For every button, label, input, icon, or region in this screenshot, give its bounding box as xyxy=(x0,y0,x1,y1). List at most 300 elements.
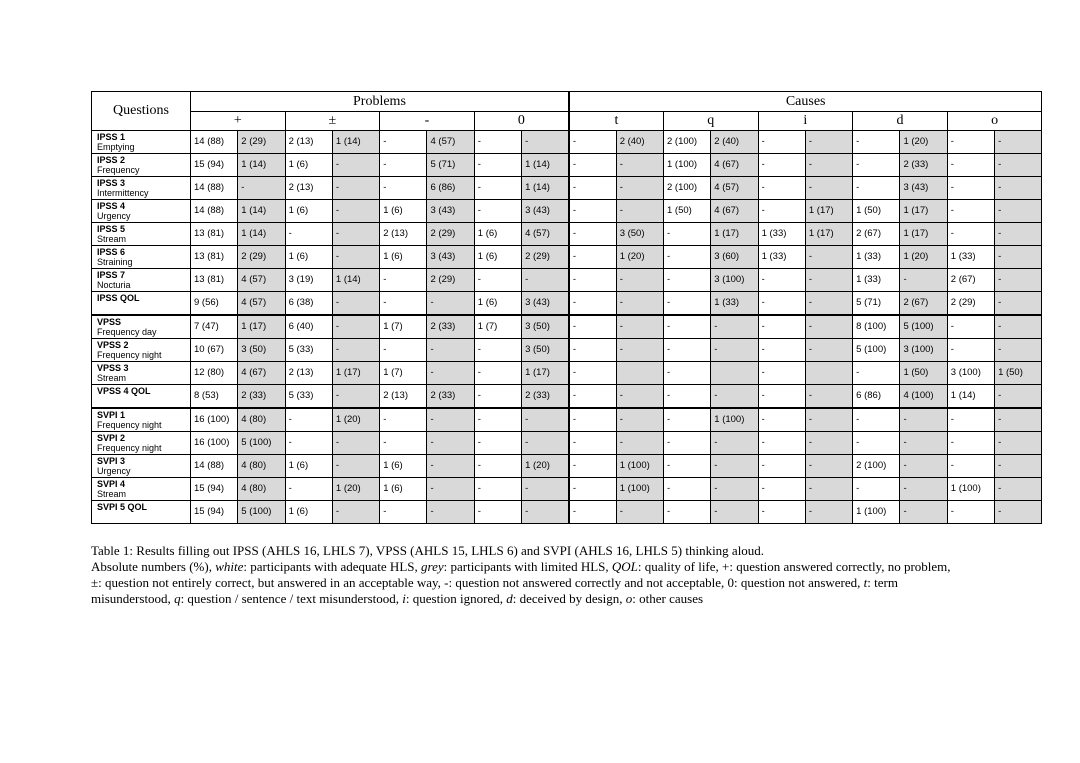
table-cell: - xyxy=(522,478,569,501)
table-cell: - xyxy=(947,455,994,478)
question-name: SVPI 4 xyxy=(97,479,126,489)
table-cell: - xyxy=(663,501,710,524)
table-row xyxy=(92,177,1042,200)
table-cell: - xyxy=(474,408,521,432)
table-cell: 15 (94) xyxy=(191,501,238,524)
table-cell: - xyxy=(995,385,1042,409)
table-cell: - xyxy=(616,154,663,177)
table-cell: 2 (67) xyxy=(853,223,900,246)
table-cell: - xyxy=(805,501,852,524)
table-cell xyxy=(616,362,663,385)
question-subtitle: Stream xyxy=(97,373,127,383)
caption-legend-3: misunderstood, q: question / sentence / text misunderstood, i: question ignored, d: deceived by design, o: other causes xyxy=(91,591,704,606)
table-cell: 12 (80) xyxy=(191,362,238,385)
table-cell: - xyxy=(332,292,379,316)
table-cell: - xyxy=(853,154,900,177)
table-cell: - xyxy=(805,269,852,292)
table-cell: - xyxy=(616,501,663,524)
table-cell: - xyxy=(474,339,521,362)
question-subtitle: Urgency xyxy=(97,211,131,221)
table-cell: 4 (57) xyxy=(238,269,285,292)
table-cell: 6 (86) xyxy=(427,177,474,200)
table-cell: - xyxy=(285,408,332,432)
table-cell: - xyxy=(663,246,710,269)
table-cell: 3 (19) xyxy=(285,269,332,292)
table-cell: 3 (50) xyxy=(616,223,663,246)
table-cell: - xyxy=(758,501,805,524)
table-cell: 4 (67) xyxy=(711,154,758,177)
table-cell: 5 (100) xyxy=(238,501,285,524)
question-name: IPSS 3 xyxy=(97,178,126,188)
cause-col-header: q xyxy=(663,112,758,131)
table-cell: - xyxy=(332,154,379,177)
table-cell: - xyxy=(569,408,616,432)
table-cell: - xyxy=(853,432,900,455)
table-cell: - xyxy=(995,408,1042,432)
question-cell xyxy=(92,339,191,362)
question-cell xyxy=(92,408,191,432)
table-cell: - xyxy=(285,432,332,455)
table-cell: 5 (100) xyxy=(238,432,285,455)
table-cell: - xyxy=(711,385,758,409)
table-cell: - xyxy=(805,177,852,200)
table-cell: - xyxy=(332,200,379,223)
table-cell: - xyxy=(380,269,427,292)
table-cell: 1 (33) xyxy=(853,246,900,269)
table-cell: - xyxy=(332,315,379,339)
question-name: IPSS 1 xyxy=(97,132,126,142)
caption-legend-2: ±: question not entirely correct, but answered in an acceptable way, -: question not answered correctly and not acceptable, 0: question not answered, t: term xyxy=(91,575,898,590)
table-cell: 1 (14) xyxy=(238,200,285,223)
table-cell: 1 (100) xyxy=(853,501,900,524)
question-subtitle: Frequency night xyxy=(97,350,162,360)
question-cell xyxy=(92,246,191,269)
table-cell: 15 (94) xyxy=(191,478,238,501)
question-name: VPSS 2 xyxy=(97,340,129,350)
table-cell: - xyxy=(947,223,994,246)
question-cell xyxy=(92,177,191,200)
table-cell: 5 (71) xyxy=(853,292,900,316)
subheader-row xyxy=(92,112,1042,131)
table-cell: 4 (80) xyxy=(238,478,285,501)
table-cell: - xyxy=(427,362,474,385)
table-cell: - xyxy=(474,501,521,524)
table-cell: - xyxy=(758,455,805,478)
table-cell: 14 (88) xyxy=(191,131,238,154)
table-cell: 15 (94) xyxy=(191,154,238,177)
table-cell: - xyxy=(380,292,427,316)
table-cell: - xyxy=(995,131,1042,154)
table-cell: 1 (20) xyxy=(332,408,379,432)
cause-col-header: i xyxy=(758,112,853,131)
question-subtitle: Straining xyxy=(97,257,133,267)
table-cell: - xyxy=(332,432,379,455)
table-cell: 5 (71) xyxy=(427,154,474,177)
question-cell xyxy=(92,501,191,524)
table-cell: - xyxy=(663,362,710,385)
question-cell xyxy=(92,292,191,316)
table-cell: - xyxy=(947,339,994,362)
table-cell: - xyxy=(711,455,758,478)
table-cell: - xyxy=(805,131,852,154)
table-cell: - xyxy=(380,501,427,524)
question-cell xyxy=(92,223,191,246)
table-cell: 4 (57) xyxy=(522,223,569,246)
table-cell: 16 (100) xyxy=(191,432,238,455)
table-cell: 1 (14) xyxy=(522,177,569,200)
table-cell: - xyxy=(805,154,852,177)
table-cell: - xyxy=(380,432,427,455)
table-row xyxy=(92,385,1042,409)
table-cell: 2 (13) xyxy=(285,362,332,385)
table-cell: - xyxy=(569,177,616,200)
question-subtitle: Stream xyxy=(97,489,127,499)
table-cell: - xyxy=(522,269,569,292)
table-cell: - xyxy=(663,385,710,409)
table-cell: - xyxy=(616,385,663,409)
table-row xyxy=(92,246,1042,269)
table-cell: - xyxy=(380,154,427,177)
table-cell: - xyxy=(569,315,616,339)
table-cell: - xyxy=(285,223,332,246)
table-cell: 1 (17) xyxy=(900,200,947,223)
caption-title: Table 1: Results filling out IPSS (AHLS 16, LHLS 7), VPSS (AHLS 15, LHLS 6) and SVPI (AHLS 16, LHLS 5) thinking aloud. xyxy=(91,543,765,558)
table-cell: 1 (6) xyxy=(474,246,521,269)
table-cell: - xyxy=(474,478,521,501)
table-cell: 1 (50) xyxy=(663,200,710,223)
results-table xyxy=(91,91,1042,524)
table-row xyxy=(92,478,1042,501)
table-cell: 1 (17) xyxy=(522,362,569,385)
table-cell: - xyxy=(380,131,427,154)
table-cell: - xyxy=(474,131,521,154)
table-cell: 1 (17) xyxy=(805,200,852,223)
table-cell: - xyxy=(947,177,994,200)
table-row xyxy=(92,200,1042,223)
table-cell: 4 (57) xyxy=(238,292,285,316)
table-cell: 2 (40) xyxy=(616,131,663,154)
table-cell: - xyxy=(711,432,758,455)
table-cell: - xyxy=(853,408,900,432)
table-cell: 1 (6) xyxy=(285,246,332,269)
table-cell: - xyxy=(474,177,521,200)
table-row xyxy=(92,292,1042,316)
problem-col-header: - xyxy=(380,112,475,131)
table-cell: - xyxy=(380,339,427,362)
table-cell: 1 (6) xyxy=(474,292,521,316)
table-cell: - xyxy=(900,432,947,455)
table-cell: - xyxy=(663,339,710,362)
table-cell: - xyxy=(616,315,663,339)
table-cell: 1 (20) xyxy=(616,246,663,269)
table-cell: - xyxy=(995,223,1042,246)
table-cell: 1 (17) xyxy=(900,223,947,246)
table-cell: - xyxy=(474,269,521,292)
table-cell: 10 (67) xyxy=(191,339,238,362)
question-name: IPSS 2 xyxy=(97,155,126,165)
table-cell: - xyxy=(995,501,1042,524)
table-cell: - xyxy=(380,177,427,200)
table-cell: 1 (20) xyxy=(900,131,947,154)
question-subtitle: Frequency night xyxy=(97,443,162,453)
question-name: VPSS 4 QOL xyxy=(97,386,151,396)
table-cell: - xyxy=(474,154,521,177)
table-cell: 3 (43) xyxy=(522,200,569,223)
table-cell: 1 (14) xyxy=(238,223,285,246)
table-cell: 13 (81) xyxy=(191,269,238,292)
table-cell: - xyxy=(995,315,1042,339)
table-cell: - xyxy=(995,200,1042,223)
table-cell: - xyxy=(853,478,900,501)
table-cell: 4 (57) xyxy=(427,131,474,154)
table-row xyxy=(92,408,1042,432)
question-cell xyxy=(92,154,191,177)
table-cell: 1 (17) xyxy=(332,362,379,385)
table-cell: 5 (33) xyxy=(285,385,332,409)
table-cell: - xyxy=(663,292,710,316)
table-cell: - xyxy=(805,455,852,478)
table-cell xyxy=(711,362,758,385)
table-cell: 1 (100) xyxy=(663,154,710,177)
table-row xyxy=(92,223,1042,246)
table-cell: 2 (33) xyxy=(522,385,569,409)
table-cell: 1 (33) xyxy=(947,246,994,269)
table-cell: - xyxy=(380,408,427,432)
table-cell: - xyxy=(947,315,994,339)
table-cell: 3 (100) xyxy=(900,339,947,362)
table-cell: - xyxy=(616,292,663,316)
table-cell: - xyxy=(995,154,1042,177)
table-cell: - xyxy=(947,154,994,177)
table-row xyxy=(92,154,1042,177)
table-cell: - xyxy=(474,362,521,385)
question-subtitle: Nocturia xyxy=(97,280,131,290)
table-cell: - xyxy=(332,223,379,246)
header-problems: Problems xyxy=(191,92,569,112)
table-cell: 3 (43) xyxy=(522,292,569,316)
table-cell: 2 (29) xyxy=(238,131,285,154)
table-cell: - xyxy=(569,131,616,154)
table-cell: - xyxy=(569,154,616,177)
table-cell: - xyxy=(995,455,1042,478)
table-cell: 3 (43) xyxy=(427,246,474,269)
question-cell xyxy=(92,432,191,455)
table-cell: - xyxy=(332,385,379,409)
question-subtitle: Frequency day xyxy=(97,327,157,337)
table-cell: - xyxy=(427,501,474,524)
table-cell: - xyxy=(805,315,852,339)
table-cell: - xyxy=(663,315,710,339)
table-cell: - xyxy=(900,455,947,478)
table-cell: - xyxy=(758,478,805,501)
table-cell: - xyxy=(616,177,663,200)
table-cell: - xyxy=(569,362,616,385)
table-cell: 1 (33) xyxy=(758,223,805,246)
table-cell: 2 (13) xyxy=(380,385,427,409)
table-cell: - xyxy=(805,478,852,501)
table-cell: 14 (88) xyxy=(191,200,238,223)
table-cell: 3 (60) xyxy=(711,246,758,269)
table-cell: - xyxy=(332,246,379,269)
table-cell: 2 (100) xyxy=(663,177,710,200)
cause-col-header: t xyxy=(569,112,664,131)
table-cell: 1 (14) xyxy=(238,154,285,177)
table-cell: 1 (7) xyxy=(380,315,427,339)
question-subtitle: Stream xyxy=(97,234,127,244)
question-cell xyxy=(92,478,191,501)
table-cell: - xyxy=(616,339,663,362)
table-cell: - xyxy=(853,131,900,154)
table-cell: - xyxy=(947,501,994,524)
problem-col-header: 0 xyxy=(474,112,569,131)
table-cell: 14 (88) xyxy=(191,455,238,478)
table-cell: 6 (38) xyxy=(285,292,332,316)
question-name: SVPI 3 xyxy=(97,456,126,466)
table-cell: - xyxy=(995,269,1042,292)
table-cell: 8 (100) xyxy=(853,315,900,339)
table-cell: - xyxy=(332,455,379,478)
table-cell: 3 (43) xyxy=(427,200,474,223)
table-cell: 8 (53) xyxy=(191,385,238,409)
table-cell: 1 (20) xyxy=(522,455,569,478)
table-cell: - xyxy=(995,478,1042,501)
question-name: SVPI 1 xyxy=(97,410,126,420)
table-cell: - xyxy=(332,177,379,200)
table-cell: 13 (81) xyxy=(191,223,238,246)
table-cell: - xyxy=(758,269,805,292)
header-questions: Questions xyxy=(92,92,191,131)
table-cell: - xyxy=(616,200,663,223)
table-cell: - xyxy=(569,339,616,362)
question-name: IPSS QOL xyxy=(97,293,140,303)
table-cell: - xyxy=(805,292,852,316)
table-cell: - xyxy=(616,269,663,292)
table-cell: 1 (14) xyxy=(332,131,379,154)
table-cell: 6 (86) xyxy=(853,385,900,409)
table-cell: 1 (33) xyxy=(758,246,805,269)
table-cell: - xyxy=(758,315,805,339)
table-cell: - xyxy=(947,200,994,223)
table-cell: - xyxy=(522,432,569,455)
table-cell: - xyxy=(663,478,710,501)
question-name: SVPI 2 xyxy=(97,433,126,443)
table-cell: 16 (100) xyxy=(191,408,238,432)
table-row xyxy=(92,501,1042,524)
table-cell: 1 (6) xyxy=(380,478,427,501)
question-name: SVPI 5 QOL xyxy=(97,502,148,512)
table-row xyxy=(92,315,1042,339)
table-cell: - xyxy=(947,432,994,455)
table-cell: 1 (7) xyxy=(474,315,521,339)
table-cell: 1 (14) xyxy=(522,154,569,177)
question-name: VPSS xyxy=(97,317,122,327)
table-cell: 1 (6) xyxy=(380,200,427,223)
table-cell: 1 (100) xyxy=(711,408,758,432)
table-cell: 3 (50) xyxy=(238,339,285,362)
table-cell: - xyxy=(853,362,900,385)
table-cell: - xyxy=(522,501,569,524)
table-cell: - xyxy=(569,455,616,478)
table-cell: - xyxy=(427,292,474,316)
table-cell: 2 (13) xyxy=(285,131,332,154)
table-cell: 2 (67) xyxy=(900,292,947,316)
caption-legend: Absolute numbers (%), white: participants with adequate HLS, grey: participants with limited HLS, QOL: quality of life, +: question answered correctly, no problem, xyxy=(91,559,951,574)
table-cell: 1 (6) xyxy=(285,200,332,223)
table-cell: - xyxy=(758,154,805,177)
table-cell: 2 (13) xyxy=(380,223,427,246)
table-cell: - xyxy=(900,269,947,292)
table-cell: - xyxy=(758,131,805,154)
table-cell: 4 (80) xyxy=(238,408,285,432)
table-cell: 3 (50) xyxy=(522,339,569,362)
table-cell: - xyxy=(569,478,616,501)
table-cell: 1 (14) xyxy=(332,269,379,292)
table-cell: 3 (43) xyxy=(900,177,947,200)
cause-col-header: o xyxy=(947,112,1042,131)
table-cell: 7 (47) xyxy=(191,315,238,339)
table-cell: 2 (33) xyxy=(427,385,474,409)
table-cell: - xyxy=(995,246,1042,269)
table-cell: - xyxy=(853,177,900,200)
table-cell: - xyxy=(758,408,805,432)
table-cell: 5 (100) xyxy=(853,339,900,362)
table-cell: - xyxy=(758,362,805,385)
table-cell: - xyxy=(995,292,1042,316)
table-cell: 5 (100) xyxy=(900,315,947,339)
table-cell: 4 (80) xyxy=(238,455,285,478)
question-cell xyxy=(92,362,191,385)
question-cell xyxy=(92,385,191,409)
table-body xyxy=(92,131,1042,524)
table-cell: 2 (40) xyxy=(711,131,758,154)
table-cell: - xyxy=(238,177,285,200)
table-cell: - xyxy=(711,339,758,362)
table-cell: - xyxy=(711,315,758,339)
table-cell: - xyxy=(947,131,994,154)
table-cell: - xyxy=(427,478,474,501)
table-cell: - xyxy=(285,478,332,501)
table-cell: 2 (13) xyxy=(285,177,332,200)
table-row xyxy=(92,455,1042,478)
table-cell: - xyxy=(995,339,1042,362)
table-cell: 1 (20) xyxy=(332,478,379,501)
table-cell: - xyxy=(758,385,805,409)
table-cell: 1 (50) xyxy=(995,362,1042,385)
question-subtitle: Emptying xyxy=(97,142,135,152)
table-cell: - xyxy=(569,292,616,316)
table-row xyxy=(92,131,1042,154)
table-cell: 1 (14) xyxy=(947,385,994,409)
table-cell: 5 (33) xyxy=(285,339,332,362)
table-cell: - xyxy=(569,200,616,223)
table-cell: 14 (88) xyxy=(191,177,238,200)
table-cell: 1 (17) xyxy=(805,223,852,246)
table-cell: - xyxy=(427,455,474,478)
question-name: IPSS 4 xyxy=(97,201,126,211)
table-cell: - xyxy=(427,408,474,432)
table-cell: 4 (100) xyxy=(900,385,947,409)
table-cell: - xyxy=(900,408,947,432)
table-cell: - xyxy=(663,408,710,432)
table-cell: 1 (50) xyxy=(900,362,947,385)
table-cell: 2 (29) xyxy=(238,246,285,269)
table-cell: - xyxy=(332,501,379,524)
table-cell: - xyxy=(995,432,1042,455)
table-cell: - xyxy=(947,408,994,432)
table-cell: 2 (29) xyxy=(947,292,994,316)
table-cell: 2 (29) xyxy=(522,246,569,269)
table-cell: 1 (33) xyxy=(853,269,900,292)
